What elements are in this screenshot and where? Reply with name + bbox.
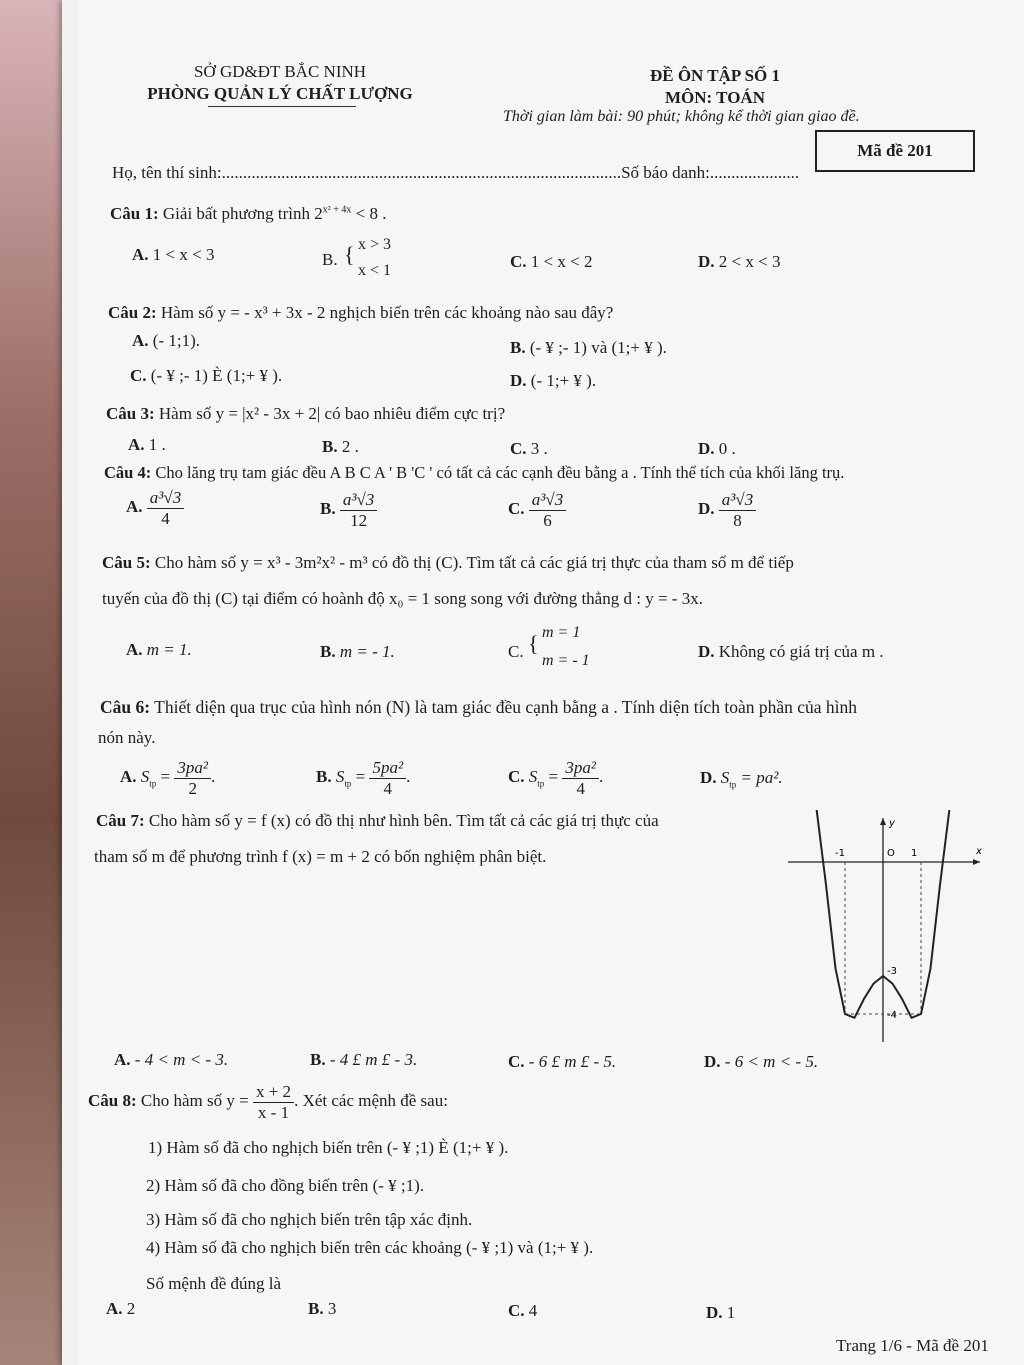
q1-stem [110, 204, 387, 224]
system-brace: { [528, 631, 539, 656]
q8-c-text: 4 [528, 1301, 538, 1320]
q3-c-text: 3 . [530, 439, 548, 458]
q1-d-key: D. [698, 252, 715, 271]
q8-frac-den: x - 1 [257, 1102, 290, 1122]
q3-a-key: A. [128, 435, 145, 454]
q5-label: Câu 5: [102, 553, 151, 572]
q8-c-key: C. [508, 1301, 525, 1320]
q3-option-a [128, 435, 166, 455]
q6-c-key: C. [508, 766, 525, 786]
q7-d-text: - 6 < m < - 5. [724, 1052, 819, 1071]
q8-statement-2: 2) Hàm số đã cho đồng biến trên (- ¥ ;1). [146, 1176, 425, 1195]
student-id-dots: ..................... [709, 163, 800, 182]
q4-d-num: a³√3 [719, 490, 756, 511]
y-axis-label: y [889, 818, 895, 829]
exam-code-box: Mã đề 201 [815, 130, 975, 172]
q1-label: Câu 1: [110, 204, 159, 223]
q1-d-text: 2 < x < 3 [718, 252, 781, 271]
q8-a-text: 2 [126, 1299, 136, 1318]
q6-a-num: 3pa² [174, 758, 211, 779]
q8-a-key: A. [106, 1299, 123, 1318]
q6-d-text: = pa². [740, 768, 783, 787]
q3-d-text: 0 . [718, 439, 736, 458]
q4-c-key: C. [508, 498, 525, 518]
system-brace: { [344, 242, 355, 267]
q8-text-post: . Xét các mệnh đề sau: [294, 1090, 448, 1110]
q4-d-key: D. [698, 498, 715, 518]
q2-label: Câu 2: [108, 303, 157, 322]
q6-line2: nón này. [98, 728, 156, 747]
q6-d-lhs-sub: tp [729, 779, 737, 790]
x-axis-label: x [976, 846, 982, 857]
q6-d-key: D. [700, 768, 717, 787]
q3-c-key: C. [510, 439, 527, 458]
q2-b-text: (- ¥ ;- 1) và (1;+ ¥ ). [529, 338, 667, 357]
chart-plot [788, 810, 982, 1042]
q6-c-den: 4 [576, 778, 585, 798]
q6-c-lhs: S [528, 766, 538, 786]
q8-d-text: 1 [726, 1303, 736, 1322]
q4-b-num: a³√3 [340, 490, 377, 511]
q8-b-key: B. [308, 1299, 324, 1318]
q8-frac-num: x + 2 [253, 1082, 294, 1103]
q6-b-lhs: S [335, 766, 345, 786]
q6-option-b: B. $S_{tp}$ = $\frac{\text{5pa²}}{4}$ . [316, 758, 411, 798]
q2-text: Hàm số y = - x³ + 3x - 2 nghịch biến trên các khoảng nào sau đây? [160, 303, 614, 322]
q4-stem [104, 463, 844, 483]
x-tick-label: O [887, 848, 895, 859]
q7-option-d [704, 1052, 818, 1072]
q4-a-num: a³√3 [147, 488, 184, 509]
q5-option-d [698, 642, 884, 662]
q6-a-key: A. [120, 766, 137, 786]
q2-c-key: C. [130, 366, 147, 385]
q8-d-key: D. [706, 1303, 723, 1322]
q3-stem [106, 404, 505, 424]
q1-expr-base: 2 [314, 204, 323, 223]
q6-d-lhs: S [720, 768, 730, 787]
q4-option-b [320, 490, 377, 530]
q6-b-lhs-sub: tp [344, 778, 352, 789]
q8-option-a [106, 1299, 135, 1319]
q6-c-num: 3pa² [562, 758, 599, 779]
q7-option-b [310, 1050, 417, 1070]
q2-c-text: (- ¥ ;- 1) È (1;+ ¥ ). [150, 366, 283, 385]
y-tick-label: -3 [887, 966, 897, 977]
q1-text: Giải bất phương trình [162, 204, 311, 223]
q1-expr-rest: < 8 . [355, 204, 387, 223]
q5-stem-line1 [102, 553, 794, 573]
q4-a-den: 4 [161, 508, 170, 528]
q2-option-a [132, 331, 200, 351]
page-footer: Trang 1/6 - Mã đề 201 [836, 1336, 989, 1355]
q5-option-a [126, 640, 192, 660]
q3-option-d [698, 439, 736, 459]
q7-stem-line1 [96, 811, 659, 831]
q3-label: Câu 3: [106, 404, 155, 423]
q6-a-lhs: S [140, 766, 150, 786]
q6-a-den: 2 [188, 778, 197, 798]
q5-d-key: D. [698, 642, 715, 661]
q7-c-text: - 6 £ m £ - 5. [528, 1052, 617, 1071]
q2-d-key: D. [510, 371, 527, 390]
q4-b-key: B. [320, 498, 336, 518]
office-name: PHÒNG QUẢN LÝ CHẤT LƯỢNG [147, 84, 413, 103]
q7-c-key: C. [508, 1052, 525, 1071]
q8-text-pre: Cho hàm số y = [140, 1090, 249, 1110]
q2-d-text: (- 1;+ ¥ ). [530, 371, 597, 390]
q8-option-c [508, 1301, 537, 1321]
q6-b-den: 4 [383, 778, 392, 798]
q4-text: Cho lăng trụ tam giác đều A B C A ' B 'C ' có tất cả các cạnh đều bằng a . Tính thể tích của khối lăng trụ. [155, 463, 845, 482]
q6-label: Câu 6: [100, 697, 151, 717]
office-underline [208, 106, 356, 107]
q7-b-text: - 4 £ m £ - 3. [329, 1050, 418, 1069]
q2-b-key: B. [510, 338, 526, 357]
q3-option-c [510, 439, 548, 459]
q1-c-text: 1 < x < 2 [530, 252, 593, 271]
student-id-label: Số báo danh: [621, 163, 710, 182]
x-tick-label: -1 [835, 848, 845, 859]
q8-b-text: 3 [327, 1299, 337, 1318]
q3-b-text: 2 . [341, 437, 359, 456]
q6-option-c: C. $S_{tp}$ = $\frac{\text{3pa²}}{4}$ . [508, 758, 604, 798]
q5-c-line1: m = 1 [542, 624, 581, 641]
q1-a-text: 1 < x < 3 [152, 245, 215, 264]
q6-b-num: 5pa² [369, 758, 406, 779]
q8-statement-3: 3) Hàm số đã cho nghịch biến trên tập xác định. [146, 1210, 473, 1229]
q3-a-text: 1 . [148, 435, 166, 454]
q5-line1: Cho hàm số y = x³ - 3m²x² - m³ có đồ thị (C). Tìm tất cả các giá trị thực của tham số m để tiếp [154, 553, 794, 572]
q1-b-key: B. [322, 250, 338, 269]
q6-c-lhs-sub: tp [537, 778, 545, 789]
q7-b-key: B. [310, 1050, 326, 1069]
q8-stem [88, 1082, 448, 1122]
q5-d-text: Không có giá trị của m . [718, 642, 884, 661]
student-name-dots: .............................................................................................. [221, 163, 622, 182]
q7-a-key: A. [114, 1050, 131, 1069]
q2-option-d [510, 371, 596, 391]
q4-a-key: A. [126, 496, 143, 516]
q8-statement-1: 1) Hàm số đã cho nghịch biến trên (- ¥ ;1) È (1;+ ¥ ). [148, 1138, 509, 1157]
q3-option-b [322, 437, 359, 457]
q1-b-line2: x < 1 [358, 262, 392, 279]
q8-count-prompt: Số mệnh đề đúng là [146, 1274, 282, 1293]
q4-b-den: 12 [350, 510, 368, 530]
q7-d-key: D. [704, 1052, 721, 1071]
q2-option-b [510, 338, 667, 358]
q5-a-text: m = 1. [146, 640, 192, 659]
q2-option-c [130, 366, 282, 386]
q7-option-c [508, 1052, 616, 1072]
q8-label: Câu 8: [88, 1090, 137, 1110]
q8-statement-4: 4) Hàm số đã cho nghịch biến trên các khoảng (- ¥ ;1) và (1;+ ¥ ). [146, 1238, 594, 1257]
q4-option-a [126, 488, 184, 528]
student-name-field [112, 163, 799, 183]
q6-stem-line1 [100, 697, 857, 718]
q4-option-c [508, 490, 566, 530]
exam-title: ĐỀ ÔN TẬP SỐ 1 [649, 66, 781, 85]
x-tick-label: 1 [911, 848, 918, 859]
q7-line1: Cho hàm số y = f (x) có đồ thị như hình bên. Tìm tất cả các giá trị thực của [148, 811, 659, 830]
q8-option-b [308, 1299, 336, 1319]
q5-b-text: m = - 1. [339, 642, 395, 661]
q5-b-key: B. [320, 642, 336, 661]
q2-a-key: A. [132, 331, 149, 350]
q7-graph [780, 810, 990, 1050]
q1-b-line1: x > 3 [358, 236, 392, 253]
q5-a-key: A. [126, 640, 143, 659]
q6-a-lhs-sub: tp [149, 778, 157, 789]
q5-option-b [320, 642, 395, 662]
time-note: Thời gian làm bài: 90 phút; không kể thời gian giao đề. [503, 108, 860, 125]
q6-line1: Thiết diện qua trục của hình nón (N) là tam giác đều cạnh bằng a . Tính diện tích toàn phần của hình [154, 697, 857, 717]
q5-line2: tuyến của đồ thị (C) tại điểm có hoành độ x₀ = 1 song song với đường thẳng d : y = - 3x. [102, 589, 703, 608]
q5-c-key: C. [508, 642, 524, 661]
q4-c-num: a³√3 [529, 490, 566, 511]
q3-text: Hàm số y = |x² - 3x + 2| có bao nhiêu điểm cực trị? [158, 404, 506, 423]
q8-option-d [706, 1303, 735, 1323]
q7-a-text: - 4 < m < - 3. [134, 1050, 229, 1069]
y-axis-arrow [880, 818, 886, 825]
q5-c-line2: m = - 1 [542, 652, 590, 669]
q1-option-c [510, 252, 592, 272]
q3-d-key: D. [698, 439, 715, 458]
q1-option-d [698, 252, 780, 272]
q6-b-key: B. [316, 766, 332, 786]
q6-option-a: A. $S_{tp}$ = $\frac{\text{3pa²}}{2}$ . [120, 758, 216, 798]
x-axis-arrow [973, 859, 980, 865]
q1-c-key: C. [510, 252, 527, 271]
q4-option-d [698, 490, 756, 530]
q2-stem [108, 303, 613, 323]
q4-d-den: 8 [733, 510, 742, 530]
q3-b-key: B. [322, 437, 338, 456]
q7-label: Câu 7: [96, 811, 145, 830]
q7-option-a [114, 1050, 228, 1070]
q4-label: Câu 4: [104, 463, 152, 482]
q2-a-text: (- 1;1). [152, 331, 200, 350]
dept-name: SỞ GD&ĐT BẮC NINH [193, 62, 367, 81]
y-tick-label: -4 [887, 1010, 897, 1021]
q1-a-key: A. [132, 245, 149, 264]
q6-option-d [700, 768, 783, 789]
q1-option-a [132, 245, 214, 265]
q7-line2: tham số m để phương trình f (x) = m + 2 có bốn nghiệm phân biệt. [94, 847, 547, 866]
subject: MÔN: TOÁN [665, 88, 765, 107]
q1-expr-exp: x² + 4x [322, 204, 352, 216]
student-name-label: Họ, tên thí sinh: [112, 163, 222, 182]
q4-c-den: 6 [543, 510, 552, 530]
